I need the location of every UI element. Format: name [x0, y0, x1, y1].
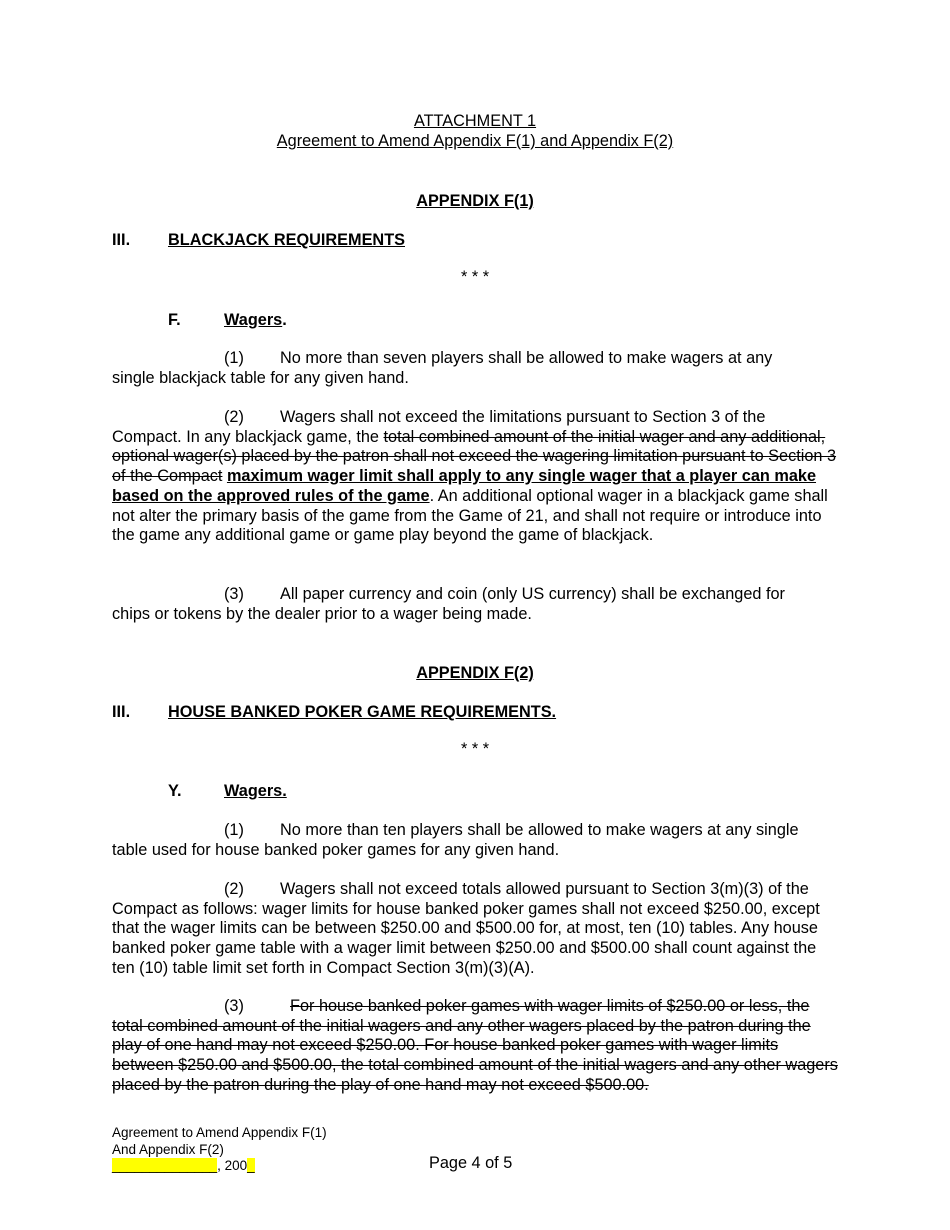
paragraph-text: . An additional optional wager in a blackjack game shall not alter the primary basis of the game from the Game of 21, and shall not require or introduce into the game any additional game or game play beyond the game of blackjack.	[112, 486, 828, 545]
section-heading-f2	[112, 703, 556, 722]
paragraph-number: (2)	[224, 408, 244, 426]
section-heading-f1	[112, 231, 405, 250]
footer-line-2: And Appendix F(2)	[112, 1141, 224, 1157]
section-title: HOUSE BANKED POKER GAME REQUIREMENTS.	[168, 703, 557, 721]
paragraph-number: (3)	[224, 997, 244, 1015]
attachment-title: ATTACHMENT 1	[413, 112, 537, 130]
section-title: BLACKJACK REQUIREMENTS	[168, 231, 405, 249]
footer-date	[112, 1158, 327, 1175]
section-number: III.	[112, 231, 131, 249]
date-separator: , 200	[217, 1158, 248, 1173]
paragraph-text: Wagers shall not exceed totals allowed pursuant to Section 3(m)(3) of the	[280, 880, 809, 898]
f2-paragraph-2	[112, 880, 842, 979]
paragraph-text: single blackjack table for any given hand.	[112, 368, 409, 387]
subsection-title: Wagers.	[224, 782, 287, 800]
struck-text: For house banked poker games with wager limits of $250.00 or less, the	[290, 997, 810, 1015]
attachment-subtitle: Agreement to Amend Appendix F(1) and Appendix F(2)	[276, 132, 674, 150]
paragraph-text: No more than ten players shall be allowed to make wagers at any single	[280, 821, 799, 839]
page-number: Page 4 of 5	[429, 1154, 513, 1172]
paragraph-text: Compact as follows: wager limits for house banked poker games shall not exceed $250.00, except that the wager limits can be between $250.00 and $500.00 for, at most, ten (10) tables. Any house banked poker game table with a wager limit between $250.00 and $500.00 shall count against the ten (10) table limit set forth in Compact Section 3(m)(3)(A).	[112, 899, 820, 977]
struck-text: total combined amount of the initial wagers and any other wagers placed by the patron during the play of one hand may not exceed $250.00. For house banked poker games with wager limits between $250.00 and $500.00, the total combined amount of the initial wagers and any other wagers placed by the patron during the play of one hand may not exceed $500.00.	[112, 1016, 838, 1094]
subsection-heading-f	[168, 311, 287, 330]
paragraph-number: (3)	[224, 585, 244, 603]
f2-paragraph-1	[112, 821, 842, 860]
f1-paragraph-3	[112, 585, 842, 624]
separator-stars: * * *	[460, 740, 490, 758]
subsection-title-period: .	[282, 311, 287, 329]
f2-paragraph-3-deleted	[112, 997, 842, 1096]
paragraph-text: All paper currency and coin (only US currency) shall be exchanged for	[280, 585, 785, 603]
footer-doc-label	[112, 1125, 327, 1175]
subsection-heading-y	[168, 782, 287, 801]
subsection-letter: Y.	[168, 782, 182, 800]
section-number: III.	[112, 703, 131, 721]
date-blank: ______________	[112, 1158, 218, 1173]
paragraph-number: (1)	[224, 821, 244, 839]
year-blank: _	[247, 1158, 255, 1173]
f1-paragraph-2	[112, 408, 842, 546]
separator-stars: * * *	[460, 268, 490, 286]
struck-text: total combined amount of the initial wager and any additional, optional wager(s) placed by the patron shall not exceed the wagering limitation pursuant to Section 3 of the Compact	[112, 427, 837, 486]
paragraph-text: Wagers shall not exceed the limitations pursuant to Section 3 of the	[280, 408, 766, 426]
paragraph-text: table used for house banked poker games for any given hand.	[112, 840, 560, 859]
appendix-f2-title: APPENDIX F(2)	[416, 664, 534, 682]
paragraph-text: Compact. In any blackjack game, the	[112, 427, 384, 446]
f1-paragraph-1	[112, 349, 842, 388]
subsection-letter: F.	[168, 311, 181, 329]
footer-line-1: Agreement to Amend Appendix F(1)	[112, 1125, 327, 1140]
paragraph-number: (2)	[224, 880, 244, 898]
appendix-f1-title: APPENDIX F(1)	[416, 192, 534, 210]
paragraph-number: (1)	[224, 349, 244, 367]
paragraph-text: No more than seven players shall be allowed to make wagers at any	[280, 349, 773, 367]
subsection-title: Wagers	[224, 311, 283, 329]
inserted-text: maximum wager limit shall apply to any single wager that a player can make based on the approved rules of the game	[112, 467, 817, 505]
paragraph-text: chips or tokens by the dealer prior to a wager being made.	[112, 604, 532, 623]
